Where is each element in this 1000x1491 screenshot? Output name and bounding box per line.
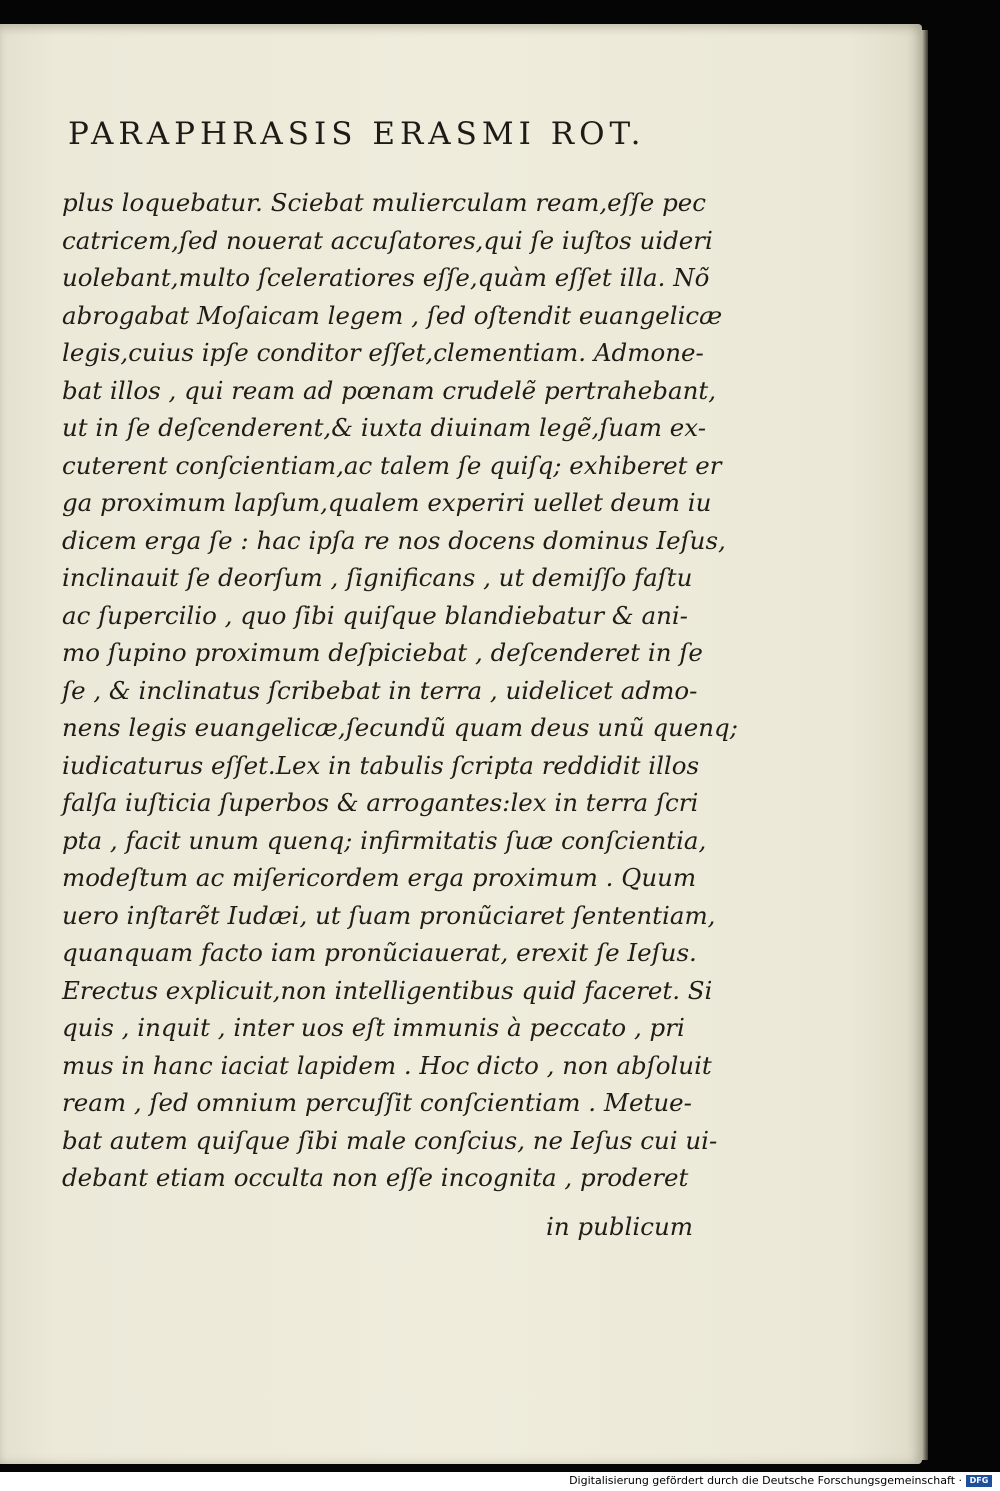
text-line: plus loquebatur. Sciebat mulierculam ream,eſſe pec [62, 188, 706, 217]
page-edge [922, 30, 928, 1460]
text-line: bat autem quiſque ſibi male conſcius, ne Ieſus cui ui- [62, 1125, 718, 1155]
body-text [62, 184, 738, 1197]
text-line: ſe , & inclinatus ſcribebat in terra , uidelicet admo- [62, 675, 698, 705]
text-line: mo ſupino proximum deſpiciebat , deſcenderet in ſe [62, 638, 703, 667]
text-line: inclinauit ſe deorſum , ſignificans , ut demiſſo faſtu [62, 563, 693, 592]
dfg-logo-icon: DFG [966, 1475, 992, 1487]
text-line: bat illos , qui ream ad pœnam crudelẽ pertrahebant, [62, 375, 716, 405]
text-line: falſa iuſticia ſuperbos & arrogantes:lex in terra ſcri [62, 788, 699, 817]
text-line: iudicaturus eſſet.Lex in tabulis ſcripta reddidit illos [62, 750, 700, 780]
text-line: uolebant,multo ſceleratiores eſſe,quàm eſſet illa. Nõ [62, 263, 710, 292]
text-line: abrogabat Moſaicam legem , ſed oſtendit euangelicæ [62, 300, 723, 330]
text-line: modeſtum ac miſericordem erga proximum . Quum [62, 863, 697, 892]
text-line: ream , ſed omnium percuſſit conſcientiam . Metue- [62, 1088, 692, 1117]
text-line: pta , facit unum quenq; infirmitatis ſuæ conſcientia, [62, 825, 707, 855]
text-line: mus in hanc iaciat lapidem . Hoc dicto , non abſoluit [62, 1050, 712, 1080]
catchword: in publicum [546, 1212, 693, 1241]
text-line: catricem,ſed nouerat accuſatores,qui ſe iuſtos uideri [62, 225, 713, 255]
text-line: ga proximum lapſum,qualem experiri uellet deum iu [62, 488, 712, 517]
text-line: ut in ſe deſcenderent,& iuxta diuinam legẽ,ſuam ex- [62, 413, 706, 442]
text-line: dicem erga ſe : hac ipſa re nos docens dominus Ieſus, [62, 525, 726, 555]
text-line: quis , inquit , inter uos eſt immunis à peccato , pri [62, 1013, 685, 1042]
text-line: legis,cuius ipſe conditor eſſet,clementiam. Admone- [62, 338, 704, 367]
text-line: cuterent conſcientiam,ac talem ſe quiſq; exhiberet er [62, 450, 722, 480]
text-line: ac ſupercilio , quo ſibi quiſque blandiebatur & ani- [62, 600, 688, 630]
text-line: debant etiam occulta non eſſe incognita , proderet [62, 1163, 689, 1192]
footer-credit: Digitalisierung gefördert durch die Deutsche Forschungsgemeinschaft · [569, 1474, 962, 1487]
text-line: nens legis euangelicæ,ſecundũ quam deus unũ quenq; [62, 713, 738, 742]
footer-bar [0, 1472, 1000, 1491]
running-head: PARAPHRASIS ERASMI ROT. [68, 116, 646, 152]
text-line: uero inſtarẽt Iudæi, ut ſuam pronũciaret ſententiam, [62, 900, 716, 930]
text-line: Erectus explicuit,non intelligentibus quid faceret. Si [62, 975, 713, 1005]
text-line: quanquam facto iam pronũciauerat, erexit ſe Ieſus. [62, 938, 697, 967]
book-page [0, 24, 922, 1464]
